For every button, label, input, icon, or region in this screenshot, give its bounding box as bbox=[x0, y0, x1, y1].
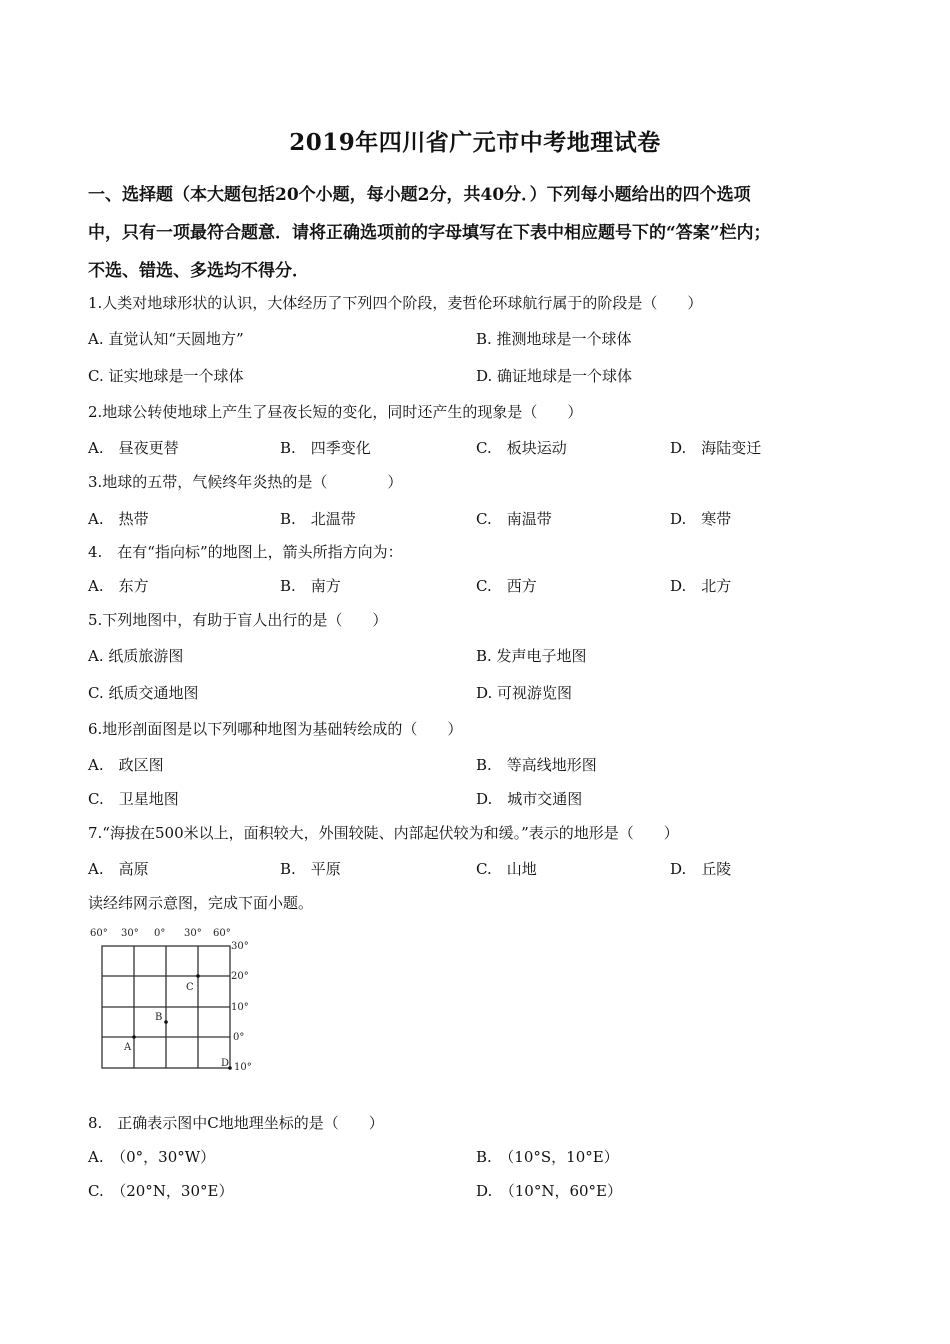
question-4-stem: 4. 在有“指向标”的地图上，箭头所指方向为： bbox=[88, 543, 403, 561]
question-7-option-a: A. 高原 bbox=[88, 860, 149, 878]
question-8-option-a: A. （0°，30°W） bbox=[88, 1148, 216, 1166]
question-4-option-c: C. 西方 bbox=[476, 577, 537, 595]
question-1-stem: 1.人类对地球形状的认识，大体经历了下列四个阶段，麦哲伦环球航行属于的阶段是（ ） bbox=[88, 294, 703, 312]
question-1-option-d: D. 确证地球是一个球体 bbox=[476, 367, 633, 385]
map-intro-text: 读经纬网示意图，完成下面小题。 bbox=[88, 894, 314, 912]
point-c-marker bbox=[196, 974, 200, 978]
question-5-option-d: D. 可视游览图 bbox=[476, 684, 573, 702]
question-1-option-a: A. 直觉认知“天圆地方” bbox=[88, 330, 244, 348]
question-6-option-c: C. 卫星地图 bbox=[88, 790, 179, 808]
top-label-4: 60° bbox=[213, 928, 231, 939]
question-4-option-a: A. 东方 bbox=[88, 577, 149, 595]
top-label-0: 60° bbox=[90, 928, 108, 939]
section-instruction-line-2: 中，只有一项最符合题意．请将正确选项前的字母填写在下表中相应题号下的“答案”栏内； bbox=[88, 223, 771, 243]
right-label-3: 0° bbox=[233, 1032, 245, 1043]
question-1-option-c: C. 证实地球是一个球体 bbox=[88, 367, 244, 385]
question-5-option-b: B. 发声电子地图 bbox=[476, 647, 587, 665]
question-5-stem: 5.下列地图中，有助于盲人出行的是（ ） bbox=[88, 611, 388, 629]
question-4-option-d: D. 北方 bbox=[670, 577, 732, 595]
top-label-1: 30° bbox=[121, 928, 139, 939]
question-3-option-c: C. 南温带 bbox=[476, 510, 552, 528]
point-a-label: A bbox=[124, 1042, 132, 1053]
question-8-option-d: D. （10°N，60°E） bbox=[476, 1182, 623, 1200]
right-label-1: 20° bbox=[231, 971, 249, 982]
question-8-stem: 8. 正确表示图中C地地理坐标的是（ ） bbox=[88, 1114, 384, 1132]
question-7-option-c: C. 山地 bbox=[476, 860, 537, 878]
top-label-2: 0° bbox=[154, 928, 166, 939]
question-1-option-b: B. 推测地球是一个球体 bbox=[476, 330, 632, 348]
question-2-option-d: D. 海陆变迁 bbox=[670, 439, 762, 457]
page-title: 2019年四川省广元市中考地理试卷 bbox=[289, 129, 661, 156]
section-instruction-line-1: 一、选择题（本大题包括20个小题，每小题2分，共40分．）下列每小题给出的四个选项 bbox=[88, 185, 751, 205]
right-label-0: 30° bbox=[231, 941, 249, 952]
question-8-option-c: C. （20°N，30°E） bbox=[88, 1182, 234, 1200]
question-6-option-b: B. 等高线地形图 bbox=[476, 756, 597, 774]
right-label-2: 10° bbox=[231, 1002, 249, 1013]
point-b-label: B bbox=[155, 1012, 163, 1023]
top-label-3: 30° bbox=[184, 928, 202, 939]
question-5-option-c: C. 纸质交通地图 bbox=[88, 684, 199, 702]
question-2-option-a: A. 昼夜更替 bbox=[88, 439, 179, 457]
question-3-option-d: D. 寒带 bbox=[670, 510, 732, 528]
question-7-stem: 7.“海拔在500米以上，面积较大，外围较陡、内部起伏较为和缓。”表示的地形是（ ） bbox=[88, 824, 679, 842]
question-6-option-d: D. 城市交通图 bbox=[476, 790, 583, 808]
question-3-option-b: B. 北温带 bbox=[280, 510, 356, 528]
question-5-option-a: A. 纸质旅游图 bbox=[88, 647, 184, 665]
question-3-stem: 3.地球的五带，气候终年炎热的是（ ） bbox=[88, 473, 403, 491]
point-c-label: C bbox=[186, 982, 194, 993]
question-7-option-d: D. 丘陵 bbox=[670, 860, 732, 878]
point-d-label: D bbox=[221, 1058, 230, 1069]
right-label-4: 10° bbox=[234, 1062, 252, 1073]
question-3-option-a: A. 热带 bbox=[88, 510, 149, 528]
question-2-option-b: B. 四季变化 bbox=[280, 439, 371, 457]
question-7-option-b: B. 平原 bbox=[280, 860, 341, 878]
point-b-marker bbox=[164, 1020, 168, 1024]
question-2-option-c: C. 板块运动 bbox=[476, 439, 567, 457]
question-6-stem: 6.地形剖面图是以下列哪种地图为基础转绘成的（ ） bbox=[88, 720, 463, 738]
section-instruction-line-3: 不选、错选、多选均不得分． bbox=[88, 261, 309, 281]
question-6-option-a: A. 政区图 bbox=[88, 756, 164, 774]
question-8-option-b: B. （10°S，10°E） bbox=[476, 1148, 619, 1166]
question-4-option-b: B. 南方 bbox=[280, 577, 341, 595]
graticule-map bbox=[88, 924, 268, 1074]
question-2-stem: 2.地球公转使地球上产生了昼夜长短的变化，同时还产生的现象是（ ） bbox=[88, 403, 583, 421]
point-a-marker bbox=[132, 1035, 136, 1039]
